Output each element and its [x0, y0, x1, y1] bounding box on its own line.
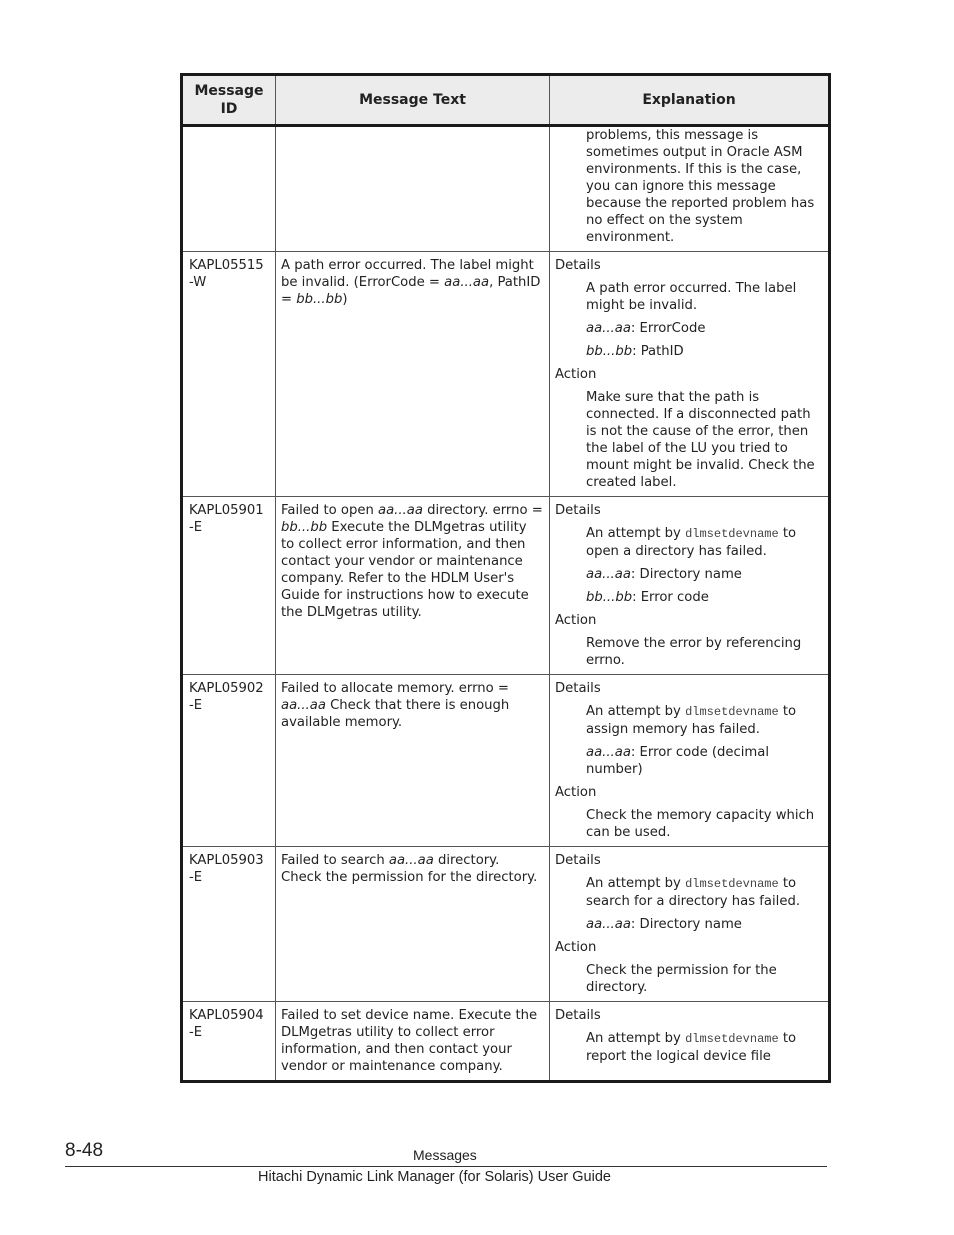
message-text — [276, 252, 550, 497]
explanation — [550, 675, 830, 847]
details-var — [586, 566, 823, 583]
message-id: KAPL05901 -E — [182, 497, 276, 675]
details-var — [586, 320, 823, 337]
message-text — [276, 847, 550, 1002]
text-part: directory. Check the permission for the directory. — [281, 853, 538, 885]
details-var — [586, 589, 823, 606]
continuation-explanation-cell — [550, 126, 830, 252]
text-part: Failed to search — [281, 853, 389, 868]
variable: aa...aa — [281, 698, 326, 713]
message-id: KAPL05515 -W — [182, 252, 276, 497]
message-table — [180, 73, 831, 1083]
variable: bb...bb — [281, 520, 328, 535]
command-name: dlmsetdevname — [685, 1032, 779, 1046]
variable-desc: : Directory name — [630, 567, 742, 582]
details-summary — [586, 1030, 823, 1065]
header-explanation: Explanation — [550, 75, 830, 126]
text-part: to report the logical device file — [586, 1031, 797, 1064]
table-row — [182, 847, 830, 1002]
variable-desc: : Directory name — [630, 917, 742, 932]
message-text — [276, 497, 550, 675]
text-part: An attempt by — [586, 526, 686, 541]
variable-desc: : Error code (decimal number) — [586, 745, 770, 777]
text-part: An attempt by — [586, 704, 686, 719]
explanation — [550, 252, 830, 497]
footer-book-title: Hitachi Dynamic Link Manager (for Solaris) User Guide — [258, 1169, 611, 1185]
details-summary — [586, 525, 823, 560]
details-summary: A path error occurred. The label might be invalid. — [586, 281, 797, 313]
details-label: Details — [555, 258, 601, 273]
explanation — [550, 1002, 830, 1082]
table-header-row — [182, 75, 830, 126]
details-summary — [586, 875, 823, 910]
action-label: Action — [555, 785, 597, 800]
action-text: Make sure that the path is connected. If a disconnected path is not the cause of the error, then the label of the LU you tried to mount might be invalid. Check the created label. — [586, 390, 815, 490]
explanation — [550, 847, 830, 1002]
variable-name: aa...aa — [586, 917, 631, 932]
text-part: Failed to allocate memory. errno = — [281, 681, 509, 696]
variable-name: bb...bb — [586, 344, 633, 359]
message-id: KAPL05903 -E — [182, 847, 276, 1002]
message-text — [276, 675, 550, 847]
explanation — [550, 497, 830, 675]
variable: aa...aa — [444, 275, 490, 290]
variable: bb...bb — [296, 292, 343, 307]
text-part: to assign memory has failed. — [586, 704, 797, 737]
text-part: Execute the DLMgetras utility to collect error information, and then contact your vendor or maintenance company. Refer to the HDLM User's Guide for instructions how to execute the DLMgetras utility. — [281, 520, 529, 620]
variable-name: aa...aa — [586, 745, 631, 760]
table-row — [182, 675, 830, 847]
message-id: KAPL05904 -E — [182, 1002, 276, 1082]
text-part: , PathID = — [281, 275, 541, 307]
details-var — [586, 916, 823, 933]
variable: aa...aa — [388, 853, 434, 868]
variable-name: aa...aa — [586, 321, 631, 336]
details-var — [586, 744, 823, 778]
continuation-id-cell — [182, 126, 276, 252]
details-label: Details — [555, 853, 601, 868]
action-label: Action — [555, 940, 597, 955]
details-label: Details — [555, 503, 601, 518]
continuation-text-cell — [276, 126, 550, 252]
command-name: dlmsetdevname — [685, 705, 779, 719]
variable-desc: : ErrorCode — [630, 321, 706, 336]
action-text: Check the memory capacity which can be used. — [586, 808, 815, 840]
message-text: Failed to set device name. Execute the DLMgetras utility to collect error information, and then contact your vendor or maintenance company. — [276, 1002, 550, 1082]
table-row — [182, 1002, 830, 1082]
action-text: Check the permission for the directory. — [586, 963, 777, 995]
details-label: Details — [555, 1008, 601, 1023]
message-id: KAPL05902 -E — [182, 675, 276, 847]
command-name: dlmsetdevname — [685, 877, 779, 891]
continuation-explanation: problems, this message is sometimes output in Oracle ASM environments. If this is the case, you can ignore this message because the reported problem has no effect on the system environment. — [586, 128, 815, 245]
text-part: Check that there is enough available memory. — [281, 698, 510, 730]
variable-desc: : PathID — [632, 344, 684, 359]
text-part: to search for a directory has failed. — [586, 876, 801, 909]
text-part: A path error occurred. The label might be invalid. (ErrorCode = — [281, 258, 534, 290]
variable-name: aa...aa — [586, 567, 631, 582]
details-var — [586, 343, 823, 360]
text-part: to open a directory has failed. — [586, 526, 797, 559]
variable-desc: : Error code — [632, 590, 709, 605]
text-part: ) — [342, 292, 348, 307]
table-row-continuation — [182, 126, 830, 252]
details-summary — [586, 703, 823, 738]
header-message-text: Message Text — [276, 75, 550, 126]
footer-divider — [65, 1166, 827, 1167]
action-label: Action — [555, 367, 597, 382]
header-message-id: Message ID — [182, 75, 276, 126]
variable-name: bb...bb — [586, 590, 633, 605]
text-part: Failed to open — [281, 503, 378, 518]
details-label: Details — [555, 681, 601, 696]
command-name: dlmsetdevname — [685, 527, 779, 541]
variable: aa...aa — [378, 503, 423, 518]
action-text: Remove the error by referencing errno. — [586, 636, 802, 668]
page-number: 8-48 — [65, 1140, 104, 1161]
action-label: Action — [555, 613, 597, 628]
table-row — [182, 497, 830, 675]
text-part: directory. errno = — [422, 503, 543, 518]
footer-section-name: Messages — [413, 1147, 477, 1163]
text-part: An attempt by — [586, 1031, 686, 1046]
table-row — [182, 252, 830, 497]
text-part: An attempt by — [586, 876, 686, 891]
